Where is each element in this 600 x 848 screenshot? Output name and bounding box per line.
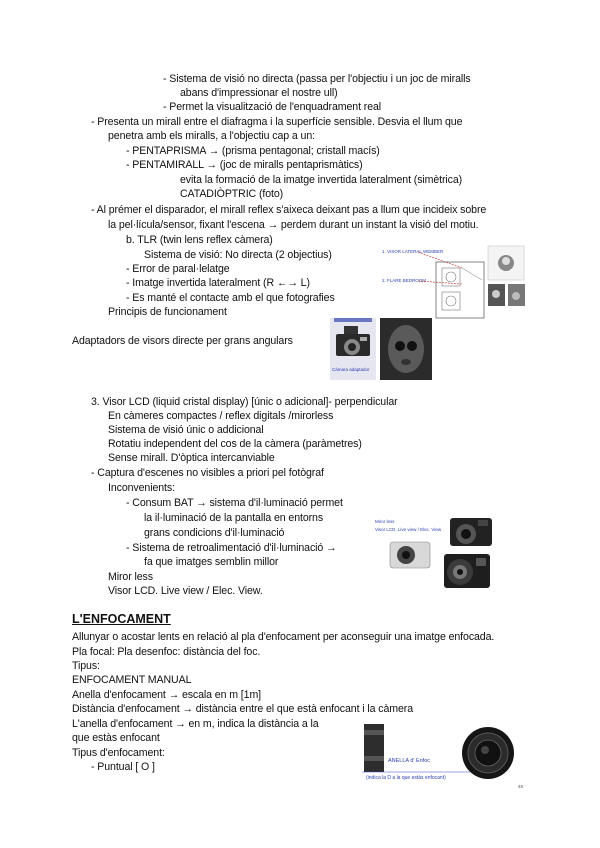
lcd-figure xyxy=(372,514,498,594)
text-line: Sense mirall. D'òptica intercanviable xyxy=(108,452,275,464)
tlr-diagram xyxy=(370,240,530,322)
text-line: - Presenta un mirall entre el diafragma i la superfície sensible. Desvia el llum que xyxy=(91,116,463,128)
text-line: - Imatge invertida lateralment (R ←→ L) xyxy=(126,277,310,289)
text-line: Pla focal: Pla desenfoc: distància del foc. xyxy=(72,646,261,658)
section-heading: L'ENFOCAMENT xyxy=(72,612,171,626)
text-line: Visor LCD. Live view / Elec. View. xyxy=(108,585,263,597)
text-line: - Sistema de visió no directa (passa per l'objectiu i un joc de miralls xyxy=(163,73,471,85)
text-line: CATADIÒPTRIC (foto) xyxy=(180,188,284,200)
text-line: - Captura d'escenes no visibles a priori pel fotògraf xyxy=(91,467,324,479)
text-line: Rotatiu independent del cos de la càmera (paràmetres) xyxy=(108,438,362,450)
text-line: la il·luminació de la pantalla en entorns xyxy=(144,512,324,524)
text-line: evita la formació de la imatge invertida lateralment (simètrica) xyxy=(180,174,463,186)
text-line: abans d'impressionar el nostre ull) xyxy=(180,87,338,99)
focus-ring-figure xyxy=(360,720,530,790)
tlr-figure xyxy=(370,240,530,322)
lcd-cameras-photo xyxy=(372,514,498,594)
text-line: - PENTAPRISMA → (prisma pentagonal; cristall macís) xyxy=(126,145,380,157)
text-line: Miror less xyxy=(108,571,153,583)
text-line: - Consum BAT → sistema d'il·luminació permet xyxy=(126,497,343,509)
text-line: penetra amb els miralls, a l'objectiu cap a un: xyxy=(108,130,315,142)
page-number: 48 xyxy=(518,784,524,789)
text-line: - Permet la visualització de l'enquadrament real xyxy=(163,101,382,113)
text-line: Distància d'enfocament → distància entre el que està enfocant i la càmera xyxy=(72,703,413,715)
text-line: En càmeres compactes / reflex digitals /mirorless xyxy=(108,410,334,422)
text-line: - Al prémer el disparador, el mirall reflex s'aixeca deixant pas a llum que incideix sobre xyxy=(91,204,487,216)
text-line: - PENTAMIRALL → (joc de miralls pentaprismàtics) xyxy=(126,159,363,171)
text-line: - Puntual [ O ] xyxy=(91,761,155,773)
lcd-label: Miror less xyxy=(375,519,395,524)
lcd-label: Visor LCD. Live view / Elec. View xyxy=(375,527,442,532)
focus-ring-caption: (indica la D a la que estàs enfocant) xyxy=(366,775,446,781)
focus-ring-label: ANELLA d' Enfoc xyxy=(388,758,431,764)
text-line: fa que imatges semblin millor xyxy=(144,556,279,568)
text-line: - Error de paral·lelatge xyxy=(126,263,230,275)
text-line: ENFOCAMENT MANUAL xyxy=(72,674,192,686)
text-line: - Es manté el contacte amb el que fotografies xyxy=(126,292,335,304)
text-line: Anella d'enfocament → escala en m [1m] xyxy=(72,689,262,701)
text-line: - Sistema de retroalimentació d'il·luminació → xyxy=(126,542,337,554)
adapter-caption: Cámara adaptador xyxy=(332,367,370,372)
text-line: Tipus d'enfocament: xyxy=(72,747,165,759)
text-line: grans condicions d'il·luminació xyxy=(144,527,285,539)
text-line: Principis de funcionament xyxy=(108,306,227,318)
text-line: Sistema de visió únic o addicional xyxy=(108,424,264,436)
text-line: Inconvenients: xyxy=(108,482,175,494)
tlr-label: 2. FLARE BEDROOM xyxy=(382,278,427,283)
text-line: L'anella d'enfocament → en m, indica la distància a la xyxy=(72,718,319,730)
text-line: la pel·lícula/sensor, fixant l'escena → perdem durant un instant la visió del motiu. xyxy=(108,219,479,231)
text-line: Tipus: xyxy=(72,660,100,672)
text-line: que estàs enfocant xyxy=(72,732,160,744)
text-line: Adaptadors de visors directe per grans angulars xyxy=(72,335,293,347)
text-line: Sistema de visió: No directa (2 objectius) xyxy=(144,249,332,261)
text-line: b. TLR (twin lens reflex càmera) xyxy=(126,234,273,246)
adapter-figure xyxy=(330,318,432,380)
text-line: Allunyar o acostar lents en relació al pla d'enfocament per aconseguir una imatge enfocada. xyxy=(72,631,495,643)
text-line: 3. Visor LCD (liquid cristal display) [únic o adicional]- perpendicular xyxy=(91,396,398,408)
tlr-label: 1. VISOR LATERAL WEMBER xyxy=(382,249,444,254)
